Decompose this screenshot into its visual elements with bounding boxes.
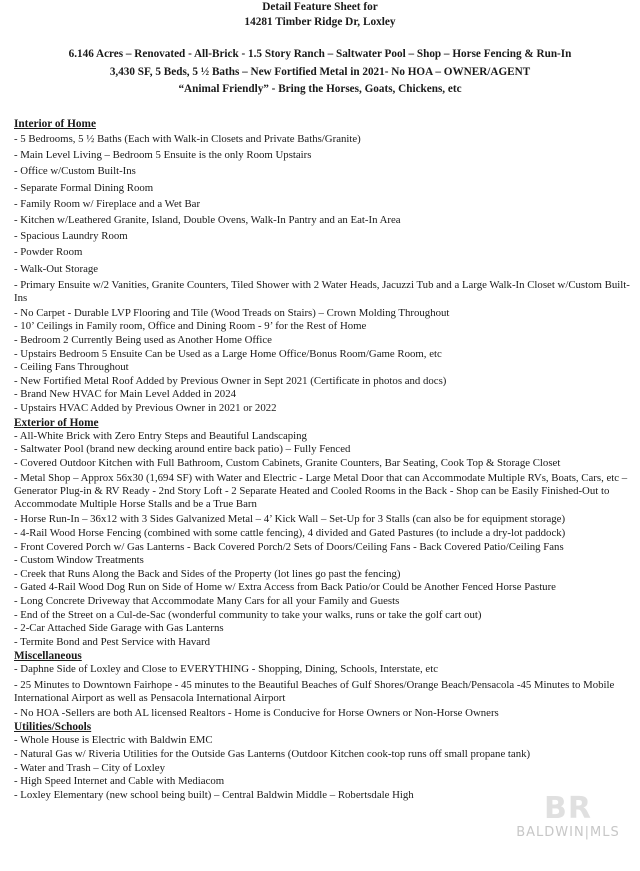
list-item: - Spacious Laundry Room xyxy=(14,230,128,243)
list-item: - End of the Street on a Cul-de-Sac (wonderful community to take your walks, runs or take the golf cart out) xyxy=(14,608,482,621)
list-item: - Termite Bond and Pest Service with Havard xyxy=(14,635,211,648)
list-item: - High Speed Internet and Cable with Mediacom xyxy=(14,775,225,788)
list-item: - Upstairs HVAC Added by Previous Owner in 2021 or 2022 xyxy=(14,401,277,414)
list-item: - Ceiling Fans Throughout xyxy=(14,361,129,374)
list-item: - Loxley Elementary (new school being built) – Central Baldwin Middle – Robertsdale High xyxy=(14,788,414,801)
feature-list xyxy=(14,117,636,802)
list-item: - Walk-Out Storage xyxy=(14,262,99,275)
summary-line-1: 6.146 Acres – Renovated - All-Brick - 1.5 Story Ranch – Saltwater Pool – Shop – Horse Fencing & Run-In xyxy=(68,48,572,60)
list-item: - Gated 4-Rail Wood Dog Run on Side of Home w/ Extra Access from Back Patio/or Could be Another Fenced Horse Pasture xyxy=(14,581,556,594)
list-item: - Horse Run-In – 36x12 with 3 Sides Galvanized Metal – 4’ Kick Wall – Set-Up for 3 Stalls (can also be for equipment storage) xyxy=(14,513,566,526)
sheet-title: Detail Feature Sheet for xyxy=(262,1,378,13)
list-item: - Natural Gas w/ Riveria Utilities for the Outside Gas Lanterns (Outdoor Kitchen cook-top runs off small propane tank) xyxy=(14,748,531,761)
summary-line-2: 3,430 SF, 5 Beds, 5 ½ Baths – New Fortified Metal in 2021- No HOA – OWNER/AGENT xyxy=(109,66,531,78)
list-item: - Primary Ensuite w/2 Vanities, Granite Counters, Tiled Shower with 2 Water Heads, Jacuzzi Tub and a Large Walk-In Closet w/Custom Built-Ins xyxy=(14,278,630,304)
list-item: - All-White Brick with Zero Entry Steps and Beautiful Landscaping xyxy=(14,429,307,442)
list-item: - 2-Car Attached Side Garage with Gas Lanterns xyxy=(14,622,224,635)
section-title-exterior: Exterior of Home xyxy=(14,416,99,429)
list-item: - Main Level Living – Bedroom 5 Ensuite is the only Room Upstairs xyxy=(14,149,312,162)
list-item: - No HOA -Sellers are both AL licensed Realtors - Home is Conducive for Horse Owners or Non-Horse Owners xyxy=(14,706,499,719)
list-item: - Kitchen w/Leathered Granite, Island, Double Ovens, Walk-In Pantry and an Eat-In Area xyxy=(14,214,401,227)
br-logo-icon: BR xyxy=(544,791,592,826)
list-item: - Saltwater Pool (brand new decking around entire back patio) – Fully Fenced xyxy=(14,443,351,456)
list-item: - Water and Trash – City of Loxley xyxy=(14,761,165,774)
section-title-utilities: Utilities/Schools xyxy=(14,721,92,734)
list-item: - 10’ Ceilings in Family room, Office and Dining Room - 9’ for the Rest of Home xyxy=(14,320,367,333)
list-item: - 4-Rail Wood Horse Fencing (combined with some cattle fencing), 4 divided and Gated Pastures (to include a dry-lot paddock) xyxy=(14,526,566,539)
list-item: - Covered Outdoor Kitchen with Full Bathroom, Custom Cabinets, Granite Counters, Bar Seating, Cook Top & Storage Closet xyxy=(14,456,561,469)
list-item: - New Fortified Metal Roof Added by Previous Owner in Sept 2021 (Certificate in photos and docs) xyxy=(14,374,447,387)
watermark-brand: BALDWIN|MLS xyxy=(516,825,620,840)
list-item: - Family Room w/ Fireplace and a Wet Bar xyxy=(14,197,201,210)
list-item: - Separate Formal Dining Room xyxy=(14,181,154,194)
list-item: - Front Covered Porch w/ Gas Lanterns - Back Covered Porch/2 Sets of Doors/Ceiling Fans - Back Covered Patio/Ceiling Fans xyxy=(14,540,564,553)
baldwin-mls-watermark xyxy=(506,793,630,841)
summary-line-3: “Animal Friendly” - Bring the Horses, Goats, Chickens, etc xyxy=(178,83,462,95)
list-item: - Bedroom 2 Currently Being used as Another Home Office xyxy=(14,334,272,347)
property-address: 14281 Timber Ridge Dr, Loxley xyxy=(244,16,396,28)
section-title-misc: Miscellaneous xyxy=(14,650,82,663)
list-item: - Daphne Side of Loxley and Close to EVERYTHING - Shopping, Dining, Schools, Interstate, etc xyxy=(14,663,439,676)
list-item: - Creek that Runs Along the Back and Sides of the Property (lot lines go past the fencing) xyxy=(14,567,401,580)
list-item: - Custom Window Treatments xyxy=(14,554,144,567)
section-title-interior: Interior of Home xyxy=(14,118,96,130)
list-item: - Brand New HVAC for Main Level Added in 2024 xyxy=(14,388,236,401)
list-item: - Office w/Custom Built-Ins xyxy=(14,165,136,178)
list-item: - 25 Minutes to Downtown Fairhope - 45 minutes to the Beautiful Beaches of Gulf Shores/Orange Beach/Pensacola -45 Minutes to Mobile International Airport as well as Pensacola International Airport xyxy=(14,678,615,704)
list-item: - Whole House is Electric with Baldwin EMC xyxy=(14,734,213,747)
list-item: - Powder Room xyxy=(14,246,83,259)
list-item: - Upstairs Bedroom 5 Ensuite Can be Used as a Large Home Office/Bonus Room/Game Room, etc xyxy=(14,347,442,360)
list-item: - Long Concrete Driveway that Accommodate Many Cars for all your Family and Guests xyxy=(14,594,400,607)
list-item: - No Carpet - Durable LVP Flooring and Tile (Wood Treads on Stairs) – Crown Molding Throughout xyxy=(14,306,450,319)
list-item: - Metal Shop – Approx 56x30 (1,694 SF) with Water and Electric - Large Metal Door that can Accommodate Multiple RVs, Boats, Cars, etc – Generator Plug-in & RV Ready - 2nd Story Loft - 2 Separate Heated and Cooled Rooms in the Back - Shop can be Easily Finished-Out to Accommodate Multiple Horse Stalls and be a True Barn xyxy=(14,472,628,511)
list-item: - 5 Bedrooms, 5 ½ Baths (Each with Walk-in Closets and Private Baths/Granite) xyxy=(14,133,361,145)
